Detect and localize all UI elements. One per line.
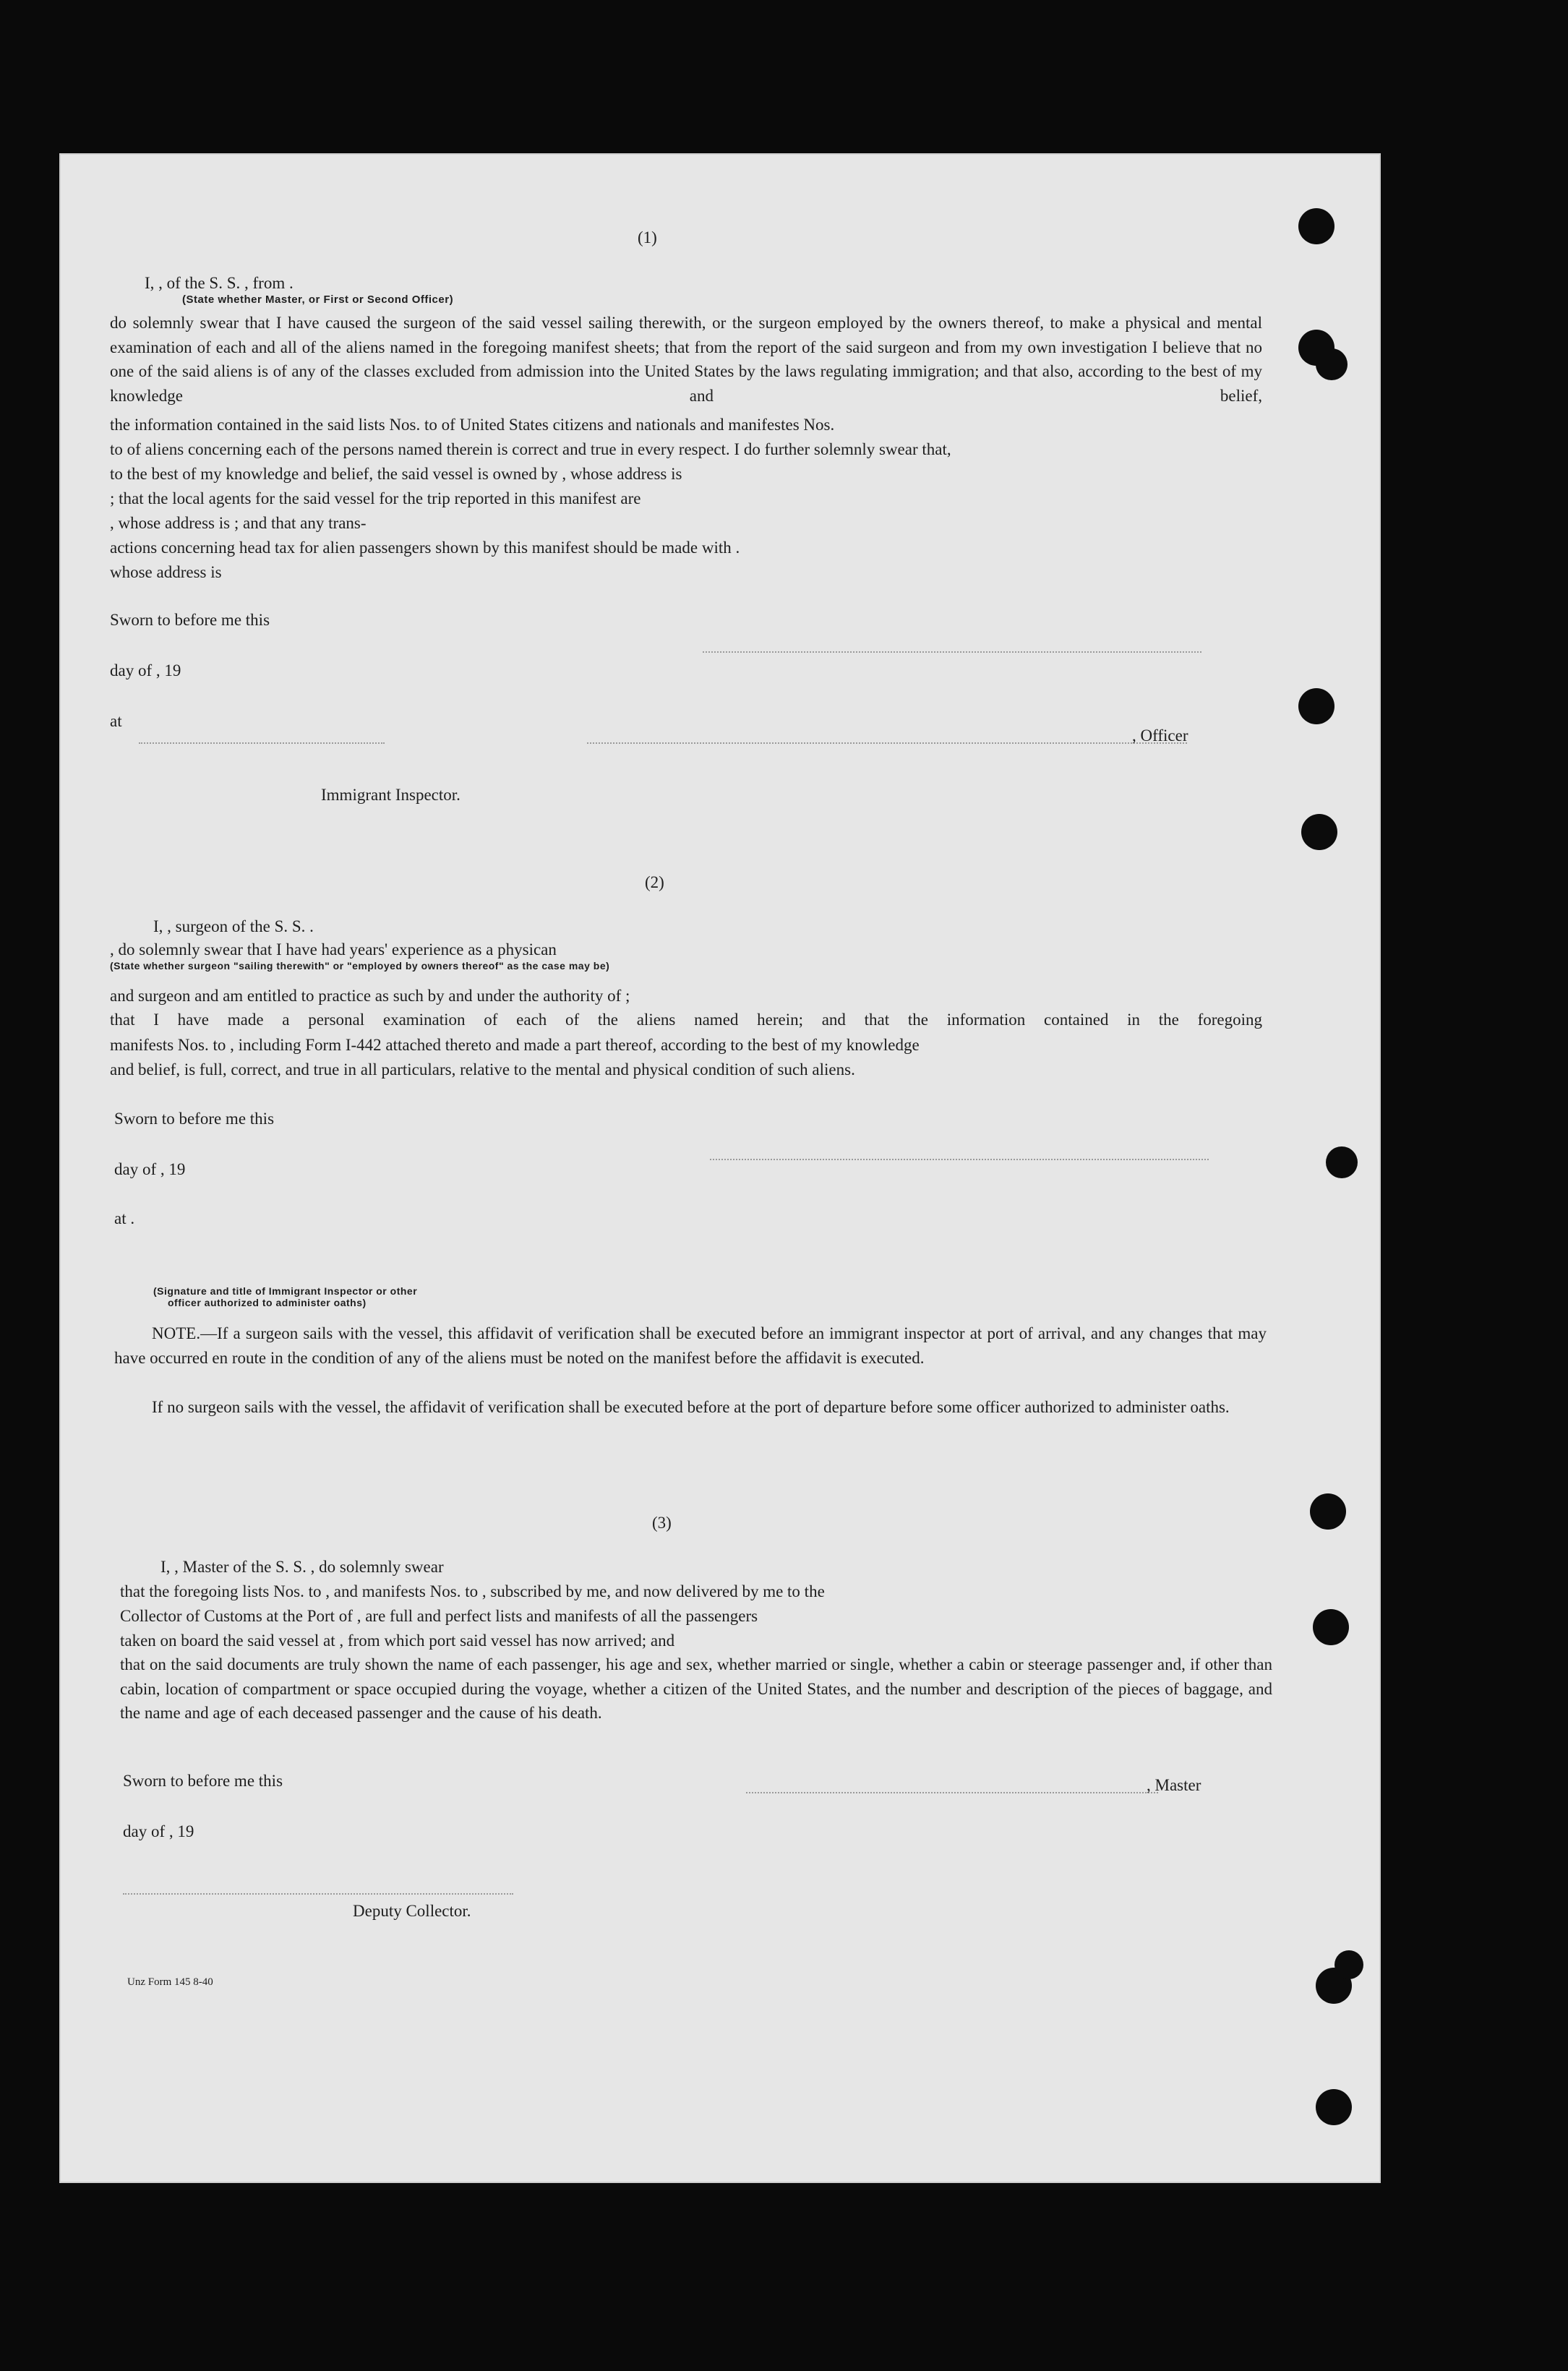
- affidavit-2-day-of: day of , 19: [114, 1160, 186, 1178]
- affidavit-1-officer: , Officer: [1132, 726, 1188, 745]
- affidavit-2-line-2: , do solemnly swear that I have had years' experience as a physican: [110, 940, 557, 959]
- affidavit-1-signature-line: [703, 651, 1201, 653]
- affidavit-1-inspector: Immigrant Inspector.: [321, 786, 460, 804]
- punch-hole: [1326, 1146, 1358, 1178]
- affidavit-3-line-3: Collector of Customs at the Port of , are full and perfect lists and manifests of all the passengers: [120, 1607, 758, 1625]
- affidavit-3-signature-line: [746, 1791, 1158, 1793]
- punch-hole: [1310, 1493, 1346, 1530]
- punch-hole: [1316, 348, 1348, 380]
- affidavit-1-owner-line: to the best of my knowledge and belief, the said vessel is owned by , whose address is: [110, 465, 682, 483]
- punch-hole: [1313, 1609, 1349, 1645]
- affidavit-2-signature-line: [710, 1158, 1209, 1160]
- punch-hole: [1298, 208, 1334, 244]
- affidavit-3-heading: (3): [652, 1514, 672, 1532]
- affidavit-1-agents-line: ; that the local agents for the said vessel for the trip reported in this manifest are: [110, 489, 641, 507]
- affidavit-1-sworn: Sworn to before me this: [110, 611, 270, 629]
- affidavit-1-agents-address-line: , whose address is ; and that any trans-: [110, 514, 367, 532]
- affidavit-1-day-of: day of , 19: [110, 661, 181, 679]
- signature-note-2: officer authorized to administer oaths): [168, 1297, 367, 1308]
- affidavit-3-line-1: I, , Master of the S. S. , do solemnly swear: [160, 1558, 444, 1576]
- affidavit-2-line-1: I, , surgeon of the S. S. .: [153, 917, 314, 935]
- affidavit-3-line-2: that the foregoing lists Nos. to , and manifests Nos. to , subscribed by me, and now delivered by me to the: [120, 1582, 825, 1600]
- affidavit-2-sworn: Sworn to before me this: [114, 1110, 275, 1128]
- punch-hole: [1301, 814, 1337, 850]
- affidavit-1-line-1: I, , of the S. S. , from .: [145, 274, 294, 292]
- affidavit-1-whose-line: whose address is: [110, 563, 222, 581]
- affidavit-3-deputy: Deputy Collector.: [353, 1902, 471, 1920]
- punch-hole: [1334, 1950, 1363, 1979]
- note-paragraph-2: If no surgeon sails with the vessel, the affidavit of verification shall be executed before at the port of departure before some officer authorized to administer oaths.: [152, 1398, 1230, 1416]
- affidavit-1-officer-line: [587, 742, 1187, 744]
- affidavit-2-line-5: manifests Nos. to , including Form I-442 attached thereto and made a part thereof, according to the best of my knowledge: [110, 1036, 920, 1054]
- affidavit-3-line-4: taken on board the said vessel at , from which port said vessel has now arrived; and: [120, 1632, 675, 1650]
- affidavit-1-body: do solemnly swear that I have caused the surgeon of the said vessel sailing therewith, or the surgeon employed by the owners thereof, to make a physical and mental examination of each and all of the aliens named in the foregoing manifest sheets; that from the report of the said surgeon and from my own investigation I believe that no one of the said aliens is of any of the classes excluded from admission into the United States by the laws regulating immigration; and that also, according to the best of my knowledge and belief,: [110, 314, 1262, 405]
- affidavit-1-lists-line: the information contained in the said lists Nos. to of United States citizens and nationals and manifestes Nos.: [110, 416, 835, 434]
- affidavit-2-line-6: and belief, is full, correct, and true in all particulars, relative to the mental and physical condition of such aliens.: [110, 1060, 855, 1079]
- deputy-collector-signature-line: [123, 1892, 513, 1895]
- affidavit-2-line-3: and surgeon and am entitled to practice as such by and under the authority of ;: [110, 987, 630, 1005]
- punch-hole: [1316, 2089, 1352, 2125]
- manifest-affidavit-sheet: [59, 153, 1381, 2183]
- affidavit-3-sworn: Sworn to before me this: [123, 1772, 283, 1790]
- affidavit-1-heading: (1): [638, 228, 657, 246]
- surgeon-note: (State whether surgeon "sailing therewith" or "employed by owners thereof" as the case may be): [110, 960, 610, 972]
- affidavit-1-aliens-line: to of aliens concerning each of the persons named therein is correct and true in every respect. I do further solemnly swear that,: [110, 440, 951, 458]
- affidavit-1-at: at: [110, 712, 122, 730]
- affidavit-2-line-4: that I have made a personal examination of each of the aliens named herein; and that the information contained in the foregoing: [110, 1011, 1262, 1029]
- punch-hole: [1298, 688, 1334, 724]
- affidavit-3-master: , Master: [1147, 1776, 1201, 1794]
- affidavit-1-at-line: [139, 742, 385, 744]
- affidavit-2-at: at .: [114, 1209, 135, 1227]
- signature-note-1: (Signature and title of Immigrant Inspector or other: [153, 1285, 418, 1297]
- affidavit-2-heading: (2): [645, 873, 664, 891]
- affidavit-3-day-of: day of , 19: [123, 1822, 194, 1840]
- affidavit-1-headtax-line: actions concerning head tax for alien passengers shown by this manifest should be made with .: [110, 539, 740, 557]
- note-paragraph-1: NOTE.—If a surgeon sails with the vessel, this affidavit of verification shall be executed before an immigrant inspector at port of arrival, and any changes that may have occurred en route in the condition of any of the aliens must be noted on the manifest before the affidavit is executed.: [114, 1324, 1267, 1367]
- form-number: Unz Form 145 8-40: [127, 1976, 213, 1988]
- officer-note: (State whether Master, or First or Second Officer): [182, 293, 454, 306]
- affidavit-3-body: that on the said documents are truly shown the name of each passenger, his age and sex, whether married or single, whether a cabin or steerage passenger and, if other than cabin, location of compartment or space occupied during the voyage, whether a citizen of the United States, and the number and description of the pieces of baggage, and the name and age of each deceased passenger and the cause of his death.: [120, 1655, 1272, 1722]
